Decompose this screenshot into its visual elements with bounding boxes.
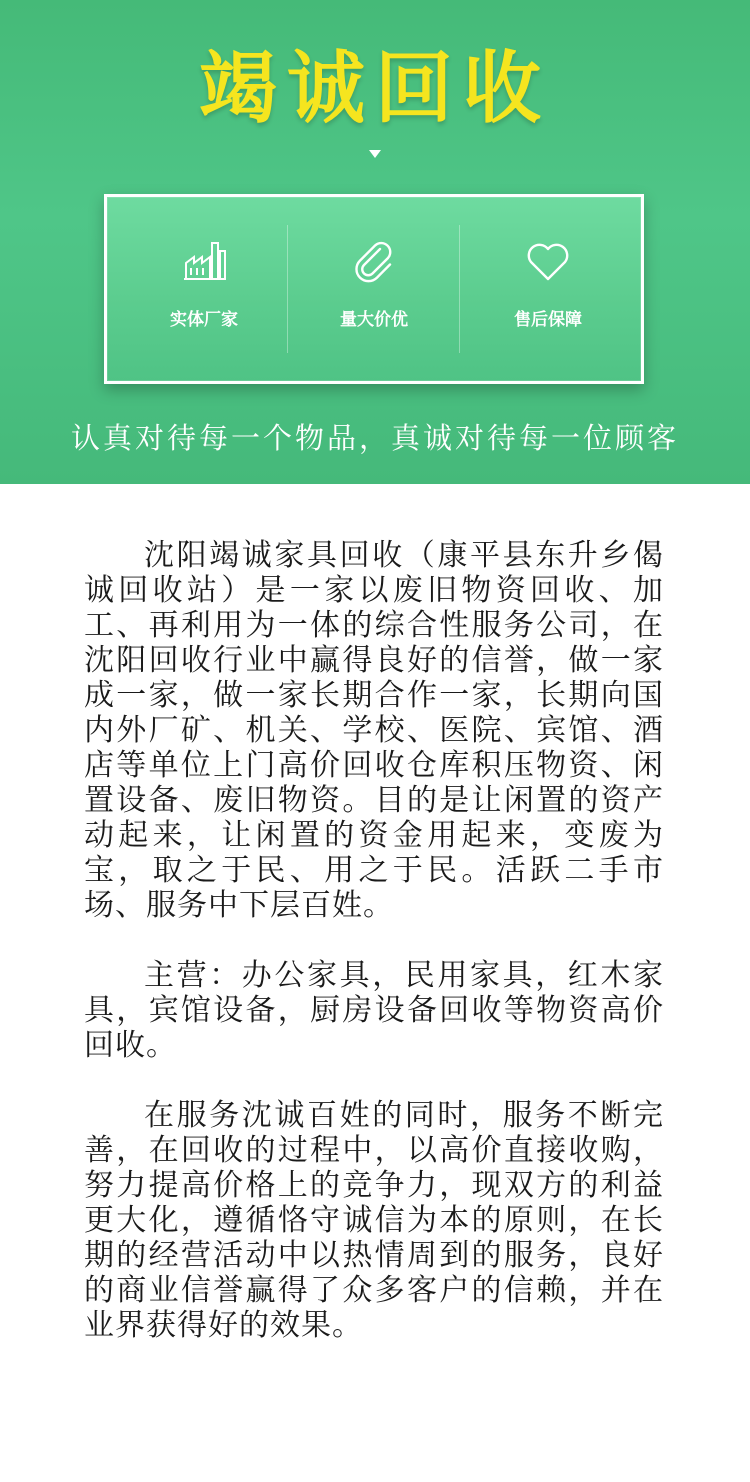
banner-slogan: 认真对待每一个物品，真诚对待每一位顾客 — [70, 421, 679, 455]
article-paragraph: 沈阳竭诚家具回收（康平县东升乡偈诚回收站）是一家以废旧物资回收、加工、再利用为一体的综合性服务公司，在沈阳回收行业中赢得良好的信誉，做一家成一家，做一家长期合作一家，长期向国内外厂矿、机关、学校、医院、宾馆、酒店等单位上门高价回收仓库积压物资、闲置设备、废旧物资。目的是让闲置的资产动起来，让闲置的资金用起来，变废为宝，取之于民、用之于民。活跃二手市场、服务中下层百姓。 — [84, 538, 664, 923]
feature-price — [285, 197, 463, 381]
paperclip-icon — [350, 237, 398, 285]
feature-label: 售后保障 — [514, 310, 582, 330]
factory-icon — [180, 237, 228, 285]
feature-service — [459, 197, 637, 381]
hero-banner — [0, 0, 750, 484]
feature-factory — [115, 197, 293, 381]
article-paragraph: 在服务沈诚百姓的同时，服务不断完善，在回收的过程中，以高价直接收购，努力提高价格上的竞争力，现双方的利益更大化，遵循恪守诚信为本的原则，在长期的经营活动中以热情周到的服务，良好的商业信誉赢得了众多客户的信赖，并在业界获得好的效果。 — [84, 1098, 664, 1343]
feature-panel — [104, 194, 644, 384]
banner-title: 竭诚回收 — [198, 44, 551, 134]
down-triangle-icon — [369, 150, 381, 158]
article-body — [84, 538, 664, 1378]
heart-icon — [524, 237, 572, 285]
article-paragraph: 主营：办公家具，民用家具，红木家具，宾馆设备，厨房设备回收等物资高价回收。 — [84, 958, 664, 1063]
feature-label: 量大价优 — [340, 310, 408, 330]
feature-label: 实体厂家 — [170, 310, 238, 330]
